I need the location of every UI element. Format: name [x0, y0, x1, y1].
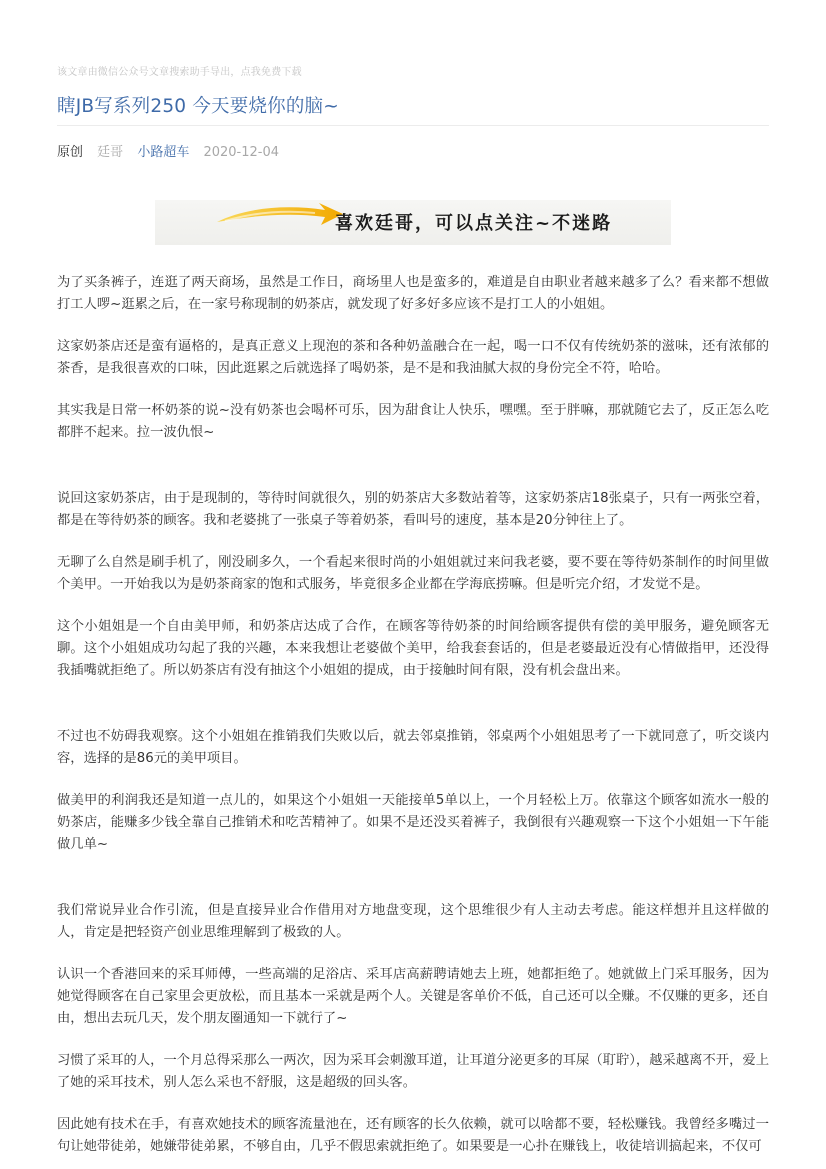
paragraph: 这个小姐姐是一个自由美甲师，和奶茶店达成了合作，在顾客等待奶茶的时间给顾客提供有偿的美甲服务，避免顾客无聊。这个小姐姐成功勾起了我的兴趣，本来我想让老婆做个美甲，给我套套话的，但是老婆最近没有心情做指甲，还没得我插嘴就拒绝了。所以奶茶店有没有抽这个小姐姐的提成，由于接触时间有限，没有机会盘出来。 [57, 619, 769, 678]
account-link[interactable]: 小路超车 [137, 145, 190, 160]
article-body [57, 272, 769, 1158]
paragraph: 习惯了采耳的人，一个月总得采那么一两次，因为采耳会刺激耳道，让耳道分泌更多的耳屎（耵聍），越采越离不开，爱上了她的采耳技术，别人怎么采也不舒服，这是超级的回头客。 [57, 1053, 769, 1090]
arrow-swoosh-icon [215, 200, 345, 245]
banner-text: 喜欢廷哥，可以点关注~不迷路 [335, 213, 613, 234]
paragraph: 因此她有技术在手，有喜欢她技术的顾客流量池在，还有顾客的长久依赖，就可以啥都不要，轻松赚钱。我曾经多嘴过一句让她带徒弟，她嫌带徒弟累，不够自由，几乎不假思索就拒绝了。如果要是一心扑在赚钱上，收徒培训搞起来，不仅可 [57, 1117, 769, 1154]
export-notice-link[interactable]: 该文章由微信公众号文章搜索助手导出，点我免费下载 [57, 67, 302, 78]
title-divider [57, 125, 769, 126]
publish-date: 2020-12-04 [203, 145, 280, 160]
paragraph: 这家奶茶店还是蛮有逼格的，是真正意义上现泡的茶和各种奶盖融合在一起，喝一口不仅有传统奶茶的滋味，还有浓郁的茶香，是我很喜欢的口味，因此逛累之后就选择了喝奶茶，是不是和我油腻大叔的身份完全不符，哈哈。 [57, 339, 769, 376]
paragraph: 认识一个香港回来的采耳师傅，一些高端的足浴店、采耳店高薪聘请她去上班，她都拒绝了。她就做上门采耳服务，因为她觉得顾客在自己家里会更放松，而且基本一采就是两个人。关键是客单价不低，自己还可以全赚。不仅赚的更多，还自由，想出去玩几天，发个朋友圈通知一下就行了~ [57, 967, 769, 1026]
follow-banner [155, 200, 671, 245]
paragraph: 我们常说异业合作引流，但是直接异业合作借用对方地盘变现，这个思维很少有人主动去考虑。能这样想并且这样做的人，肯定是把轻资产创业思维理解到了极致的人。 [57, 903, 769, 940]
original-tag: 原创 [57, 145, 84, 160]
paragraph: 无聊了么自然是刷手机了，刚没刷多久，一个看起来很时尚的小姐姐就过来问我老婆，要不要在等待奶茶制作的时间里做个美甲。一开始我以为是奶茶商家的饱和式服务，毕竟很多企业都在学海底捞嘛。但是听完介绍，才发觉不是。 [57, 555, 769, 592]
paragraph: 做美甲的利润我还是知道一点儿的，如果这个小姐姐一天能接单5单以上，一个月轻松上万。依靠这个顾客如流水一般的奶茶店，能赚多少钱全靠自己推销术和吃苦精神了。如果不是还没买着裤子，我倒很有兴趣观察一下这个小姐姐一下午能做几单~ [57, 793, 769, 852]
article-meta [57, 141, 289, 160]
paragraph: 不过也不妨碍我观察。这个小姐姐在推销我们失败以后，就去邻桌推销，邻桌两个小姐姐思考了一下就同意了，听交谈内容，选择的是86元的美甲项目。 [57, 729, 769, 766]
article-title: 瞎JB写系列250 今天要烧你的脑~ [57, 96, 339, 117]
paragraph: 说回这家奶茶店，由于是现制的，等待时间就很久，别的奶茶店大多数站着等，这家奶茶店18张桌子，只有一两张空着，都是在等待奶茶的顾客。我和老婆挑了一张桌子等着奶茶，看叫号的速度，基本是20分钟往上了。 [57, 491, 769, 528]
author-name: 廷哥 [97, 145, 124, 160]
paragraph: 为了买条裤子，连逛了两天商场，虽然是工作日，商场里人也是蛮多的，难道是自由职业者越来越多了么？看来都不想做打工人啰~逛累之后，在一家号称现制的奶茶店，就发现了好多好多应该不是打工人的小姐姐。 [57, 275, 769, 312]
paragraph: 其实我是日常一杯奶茶的说~没有奶茶也会喝杯可乐，因为甜食让人快乐，嘿嘿。至于胖嘛，那就随它去了，反正怎么吃都胖不起来。拉一波仇恨~ [57, 403, 769, 440]
